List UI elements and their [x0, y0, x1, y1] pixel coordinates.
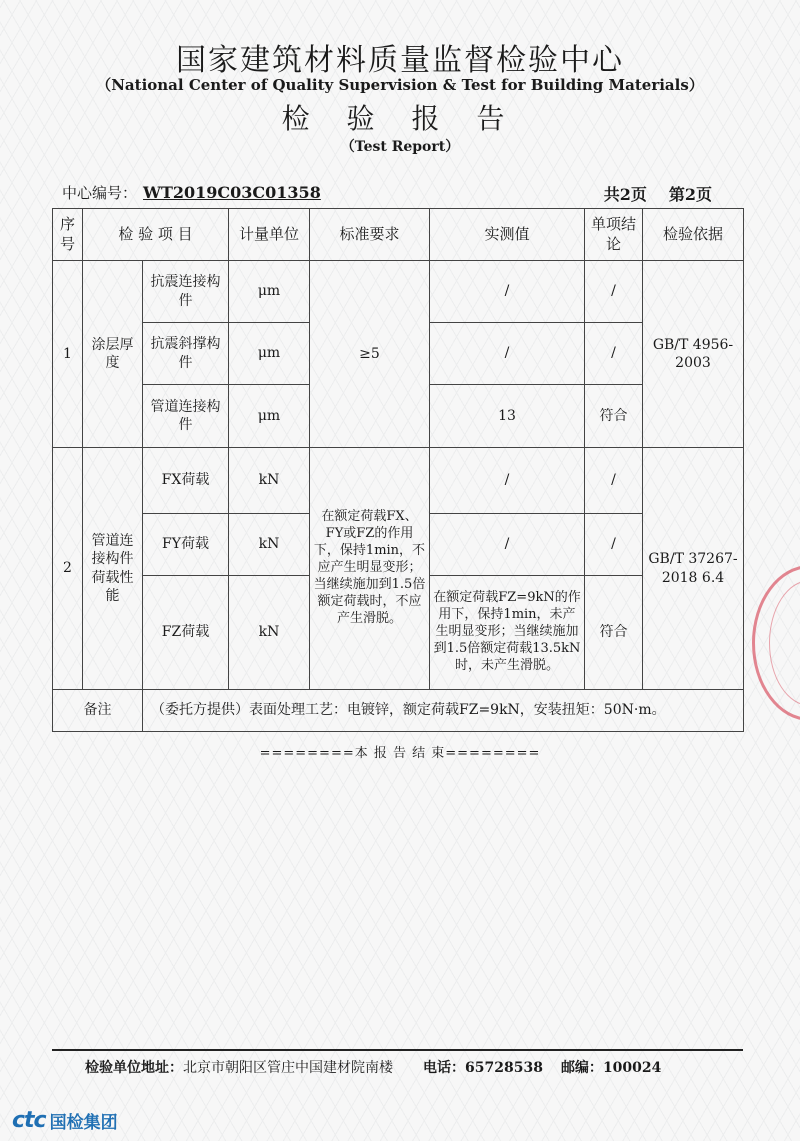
subitem-label: FZ荷载 — [143, 576, 229, 690]
conclusion-cell: 符合 — [585, 385, 643, 448]
org-title-en: （National Center of Quality Supervision & Test for Building Materials） — [96, 76, 704, 94]
unit-cell: kN — [229, 576, 310, 690]
group2-standard: 在额定荷载FX、FY或FZ的作用下，保持1min，不应产生明显变形；当继续施加到1.5倍额定荷载时，不应产生滑脱。 — [310, 448, 430, 690]
measured-cell: 在额定荷载FZ=9kN的作用下，保持1min，未产生明显变形；当继续施加到1.5倍额定荷载13.5kN时，未产生滑脱。 — [430, 576, 585, 690]
center-number-label: 中心编号： — [62, 184, 138, 202]
measured-cell: / — [430, 514, 585, 576]
unit-cell: kN — [229, 514, 310, 576]
group2-seq: 2 — [53, 448, 83, 690]
remarks-text: （委托方提供）表面处理工艺：电镀锌，额定荷载FZ=9kN，安装扭矩：50N·m。 — [143, 690, 744, 732]
subitem-label: 管道连接构件 — [143, 385, 229, 448]
group1-seq: 1 — [53, 261, 83, 448]
zip-value: 100024 — [602, 1060, 662, 1076]
header-measured: 实测值 — [430, 209, 585, 261]
center-number-value: WT2019C03C01358 — [143, 183, 321, 202]
report-title-en: （Test Report） — [340, 139, 460, 155]
conclusion-cell: 符合 — [585, 576, 643, 690]
subitem-label: FY荷载 — [143, 514, 229, 576]
ctc-logo-text: 国检集团 — [49, 1113, 118, 1133]
table-row — [53, 448, 744, 514]
measured-cell: / — [430, 261, 585, 323]
header-seq: 序号 — [53, 209, 83, 261]
report-title-cn: 检 验 报 告 — [281, 102, 519, 135]
remarks-row — [53, 690, 744, 732]
group1-item: 涂层厚度 — [83, 261, 143, 448]
footer-address — [85, 1057, 661, 1077]
phone-label: 电话： — [423, 1060, 465, 1076]
org-title-cn: 国家建筑材料质量监督检验中心 — [176, 43, 624, 78]
conclusion-cell: / — [585, 261, 643, 323]
group2-item: 管道连接构件荷载性能 — [83, 448, 143, 690]
header-unit: 计量单位 — [229, 209, 310, 261]
header-conclusion: 单项结论 — [585, 209, 643, 261]
footer-divider — [52, 1049, 743, 1051]
center-number — [62, 182, 321, 203]
measured-cell: 13 — [430, 385, 585, 448]
header-basis: 检验依据 — [643, 209, 744, 261]
test-result-table — [52, 208, 744, 732]
conclusion-cell: / — [585, 323, 643, 385]
unit-cell: μm — [229, 261, 310, 323]
table-header-row — [53, 209, 744, 261]
page-number: 第2页 — [668, 185, 712, 204]
conclusion-cell: / — [585, 514, 643, 576]
header-item: 检 验 项 目 — [83, 209, 229, 261]
unit-cell: μm — [229, 323, 310, 385]
subitem-label: 抗震连接构件 — [143, 261, 229, 323]
end-of-report-line: ========本 报 告 结 束======== — [259, 746, 541, 761]
subitem-label: 抗震斜撑构件 — [143, 323, 229, 385]
zip-label: 邮编： — [560, 1060, 603, 1076]
table-row — [53, 261, 744, 323]
ctc-logo — [12, 1108, 118, 1133]
unit-cell: μm — [229, 385, 310, 448]
page-indicator — [582, 182, 712, 205]
group2-basis: GB/T 37267-2018 6.4 — [643, 448, 744, 690]
ctc-logo-mark: ctc — [12, 1108, 46, 1133]
address-label: 检验单位地址： — [85, 1060, 183, 1076]
phone-value: 65728538 — [465, 1060, 543, 1076]
remarks-label: 备注 — [53, 690, 143, 732]
measured-cell: / — [430, 323, 585, 385]
measured-cell: / — [430, 448, 585, 514]
address-value: 北京市朝阳区管庄中国建材院南楼 — [183, 1060, 393, 1076]
conclusion-cell: / — [585, 448, 643, 514]
group1-basis: GB/T 4956-2003 — [643, 261, 744, 448]
total-pages: 共2页 — [603, 185, 647, 204]
unit-cell: kN — [229, 448, 310, 514]
header-standard: 标准要求 — [310, 209, 430, 261]
red-seal-stamp-icon — [752, 565, 800, 721]
subitem-label: FX荷载 — [143, 448, 229, 514]
group1-standard: ≥5 — [310, 261, 430, 448]
